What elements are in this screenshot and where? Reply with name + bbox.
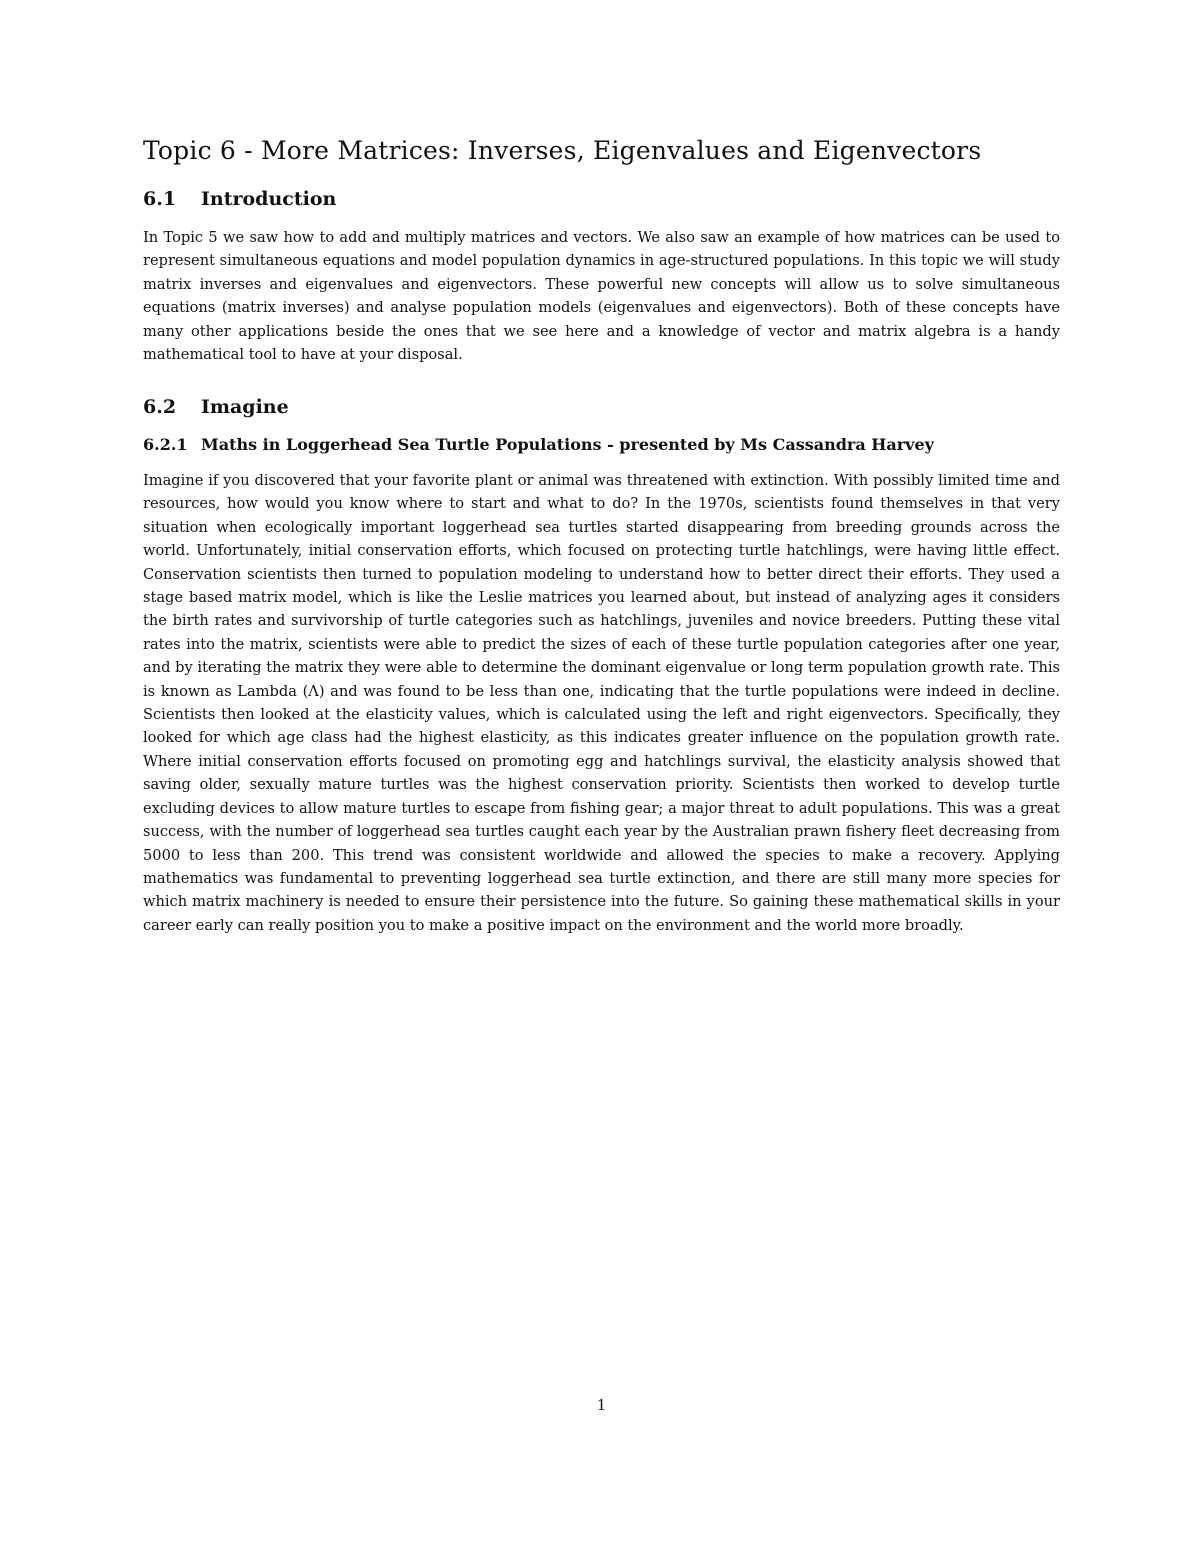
subsection-number: 6.2.1 xyxy=(143,435,188,454)
page-number: 1 xyxy=(596,1396,607,1414)
section-heading-imagine xyxy=(143,396,289,418)
section-number: 6.2 xyxy=(143,396,177,418)
introduction-paragraph: In Topic 5 we saw how to add and multiply matrices and vectors. We also saw an example of how matrices can be used to represent simultaneous equations and model population dynamics in age-structured populations. In this topic we will study matrix inverses and eigenvalues and eigenvectors. These powerful new concepts will allow us to solve simultaneous equations (matrix inverses) and analyse population models (eigenvalues and eigenvectors). Both of these concepts have many other applications beside the ones that we see here and a knowledge of vector and matrix algebra is a handy mathematical tool to have at your disposal. xyxy=(143,229,1060,364)
document-title: Topic 6 - More Matrices: Inverses, Eigenvalues and Eigenvectors xyxy=(143,136,982,165)
subsection-title: Maths in Loggerhead Sea Turtle Populations - presented by Ms Cassandra Harvey xyxy=(201,435,934,454)
section-title: Imagine xyxy=(201,396,289,418)
section-heading-introduction xyxy=(143,188,336,210)
loggerhead-paragraph: Imagine if you discovered that your favorite plant or animal was threatened with extinction. With possibly limited time and resources, how would you know where to start and what to do? In the 1970s, scientists found themselves in that very situation when ecologically important loggerhead sea turtles started disappearing from breeding grounds across the world. Unfortunately, initial conservation efforts, which focused on protecting turtle hatchlings, were having little effect. Conservation scientists then turned to population modeling to understand how to better direct their efforts. They used a stage based matrix model, which is like the Leslie matrices you learned about, but instead of analyzing ages it considers the birth rates and survivorship of turtle categories such as hatchlings, juveniles and novice breeders. Putting these vital rates into the matrix, scientists were able to predict the sizes of each of these turtle population categories after one year, and by iterating the matrix they were able to determine the dominant eigenvalue or long term population growth rate. This is known as Lambda (Λ) and was found to be less than one, indicating that the turtle populations were indeed in decline. Scientists then looked at the elasticity values, which is calculated using the left and right eigenvectors. Specifically, they looked for which age class had the highest elasticity, as this indicates greater influence on the population growth rate. Where initial conservation efforts focused on promoting egg and hatchlings survival, the elasticity analysis showed that saving older, sexually mature turtles was the highest conservation priority. Scientists then worked to develop turtle excluding devices to allow mature turtles to escape from fishing gear; a major threat to adult populations. This was a great success, with the number of loggerhead sea turtles caught each year by the Australian prawn fishery fleet decreasing from 5000 to less than 200. This trend was consistent worldwide and allowed the species to make a recovery. Applying mathematics was fundamental to preventing loggerhead sea turtle extinction, and there are still many more species for which matrix machinery is needed to ensure their persistence into the future. So gaining these mathematical skills in your career early can really position you to make a positive impact on the environment and the world more broadly. xyxy=(143,472,1060,934)
subsection-heading-loggerhead xyxy=(143,435,934,454)
section-title: Introduction xyxy=(201,188,337,210)
section-number: 6.1 xyxy=(143,188,177,210)
